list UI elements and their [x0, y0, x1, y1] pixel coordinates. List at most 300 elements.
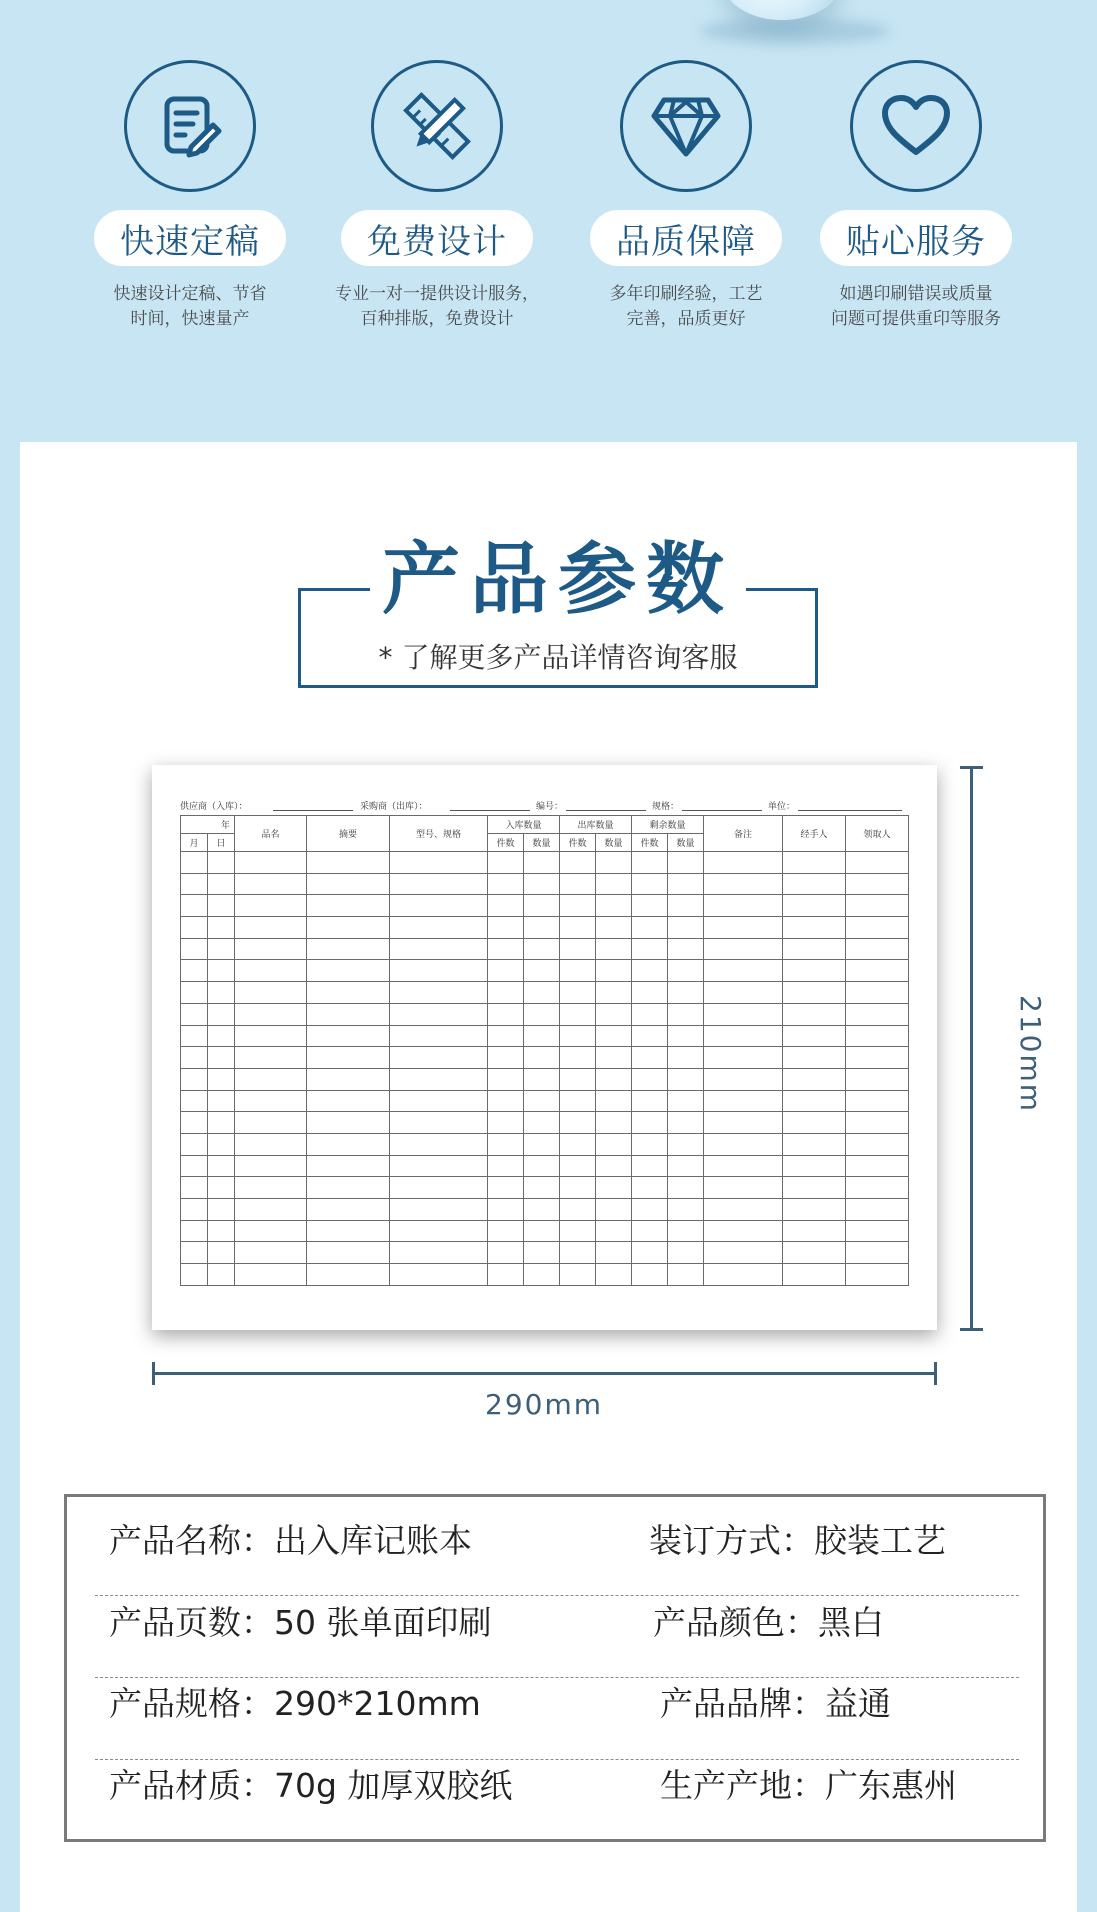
- ledger-row: [181, 1112, 909, 1134]
- ledger-cell: [390, 982, 488, 1004]
- ledger-row: [181, 895, 909, 917]
- ledger-cell: [208, 1025, 235, 1047]
- ledger-cell: [208, 1199, 235, 1221]
- ledger-cell: [560, 895, 596, 917]
- ledger-cell: [783, 1264, 846, 1286]
- ledger-cell: [846, 938, 909, 960]
- ledger-cell: [632, 1177, 668, 1199]
- ledger-cell: [181, 938, 208, 960]
- ledger-cell: [488, 1003, 524, 1025]
- ledger-cell: [596, 1133, 632, 1155]
- ledger-cell: [235, 1133, 307, 1155]
- ledger-cell: [668, 960, 704, 982]
- ledger-cell: [560, 852, 596, 874]
- col-quantity: 数量: [668, 834, 704, 852]
- ledger-row: [181, 852, 909, 874]
- col-in-qty: 入库数量: [488, 816, 560, 834]
- feature-free-design: [317, 60, 557, 332]
- ledger-cell: [235, 938, 307, 960]
- ledger-cell: [846, 1220, 909, 1242]
- ledger-cell: [390, 1025, 488, 1047]
- ledger-cell: [668, 895, 704, 917]
- ledger-cell: [524, 1264, 560, 1286]
- ledger-cell: [524, 1068, 560, 1090]
- ledger-cell: [390, 917, 488, 939]
- ledger-cell: [783, 1177, 846, 1199]
- header-field-supplier: 供应商（入库）：: [180, 802, 248, 812]
- ledger-cell: [488, 982, 524, 1004]
- ledger-cell: [596, 1003, 632, 1025]
- ledger-cell: [235, 1025, 307, 1047]
- ledger-cell: [632, 1264, 668, 1286]
- ledger-row: [181, 1264, 909, 1286]
- ledger-cell: [208, 852, 235, 874]
- ledger-cell: [783, 895, 846, 917]
- ledger-cell: [488, 895, 524, 917]
- ledger-cell: [181, 1025, 208, 1047]
- ledger-cell: [846, 873, 909, 895]
- ledger-cell: [235, 1047, 307, 1069]
- ledger-cell: [560, 1155, 596, 1177]
- ledger-cell: [596, 1220, 632, 1242]
- ledger-row: [181, 1090, 909, 1112]
- ledger-cell: [632, 1155, 668, 1177]
- ledger-table: [180, 815, 909, 1286]
- ledger-cell: [390, 1220, 488, 1242]
- ledger-cell: [524, 852, 560, 874]
- ledger-cell: [307, 1090, 390, 1112]
- ledger-cell: [488, 1199, 524, 1221]
- ledger-cell: [390, 938, 488, 960]
- ledger-cell: [596, 982, 632, 1004]
- spec-product-name: 产品名称：出入库记账本: [109, 1521, 472, 1560]
- ledger-cell: [783, 852, 846, 874]
- ledger-cell: [524, 938, 560, 960]
- ledger-cell: [560, 1220, 596, 1242]
- ledger-cell: [783, 960, 846, 982]
- feature-quality: [566, 60, 806, 332]
- ledger-cell: [704, 1264, 783, 1286]
- ledger-cell: [846, 1068, 909, 1090]
- ledger-row: [181, 960, 909, 982]
- ledger-cell: [560, 960, 596, 982]
- spec-table: [64, 1494, 1046, 1842]
- ledger-cell: [668, 1199, 704, 1221]
- ledger-cell: [846, 1025, 909, 1047]
- ledger-cell: [488, 1155, 524, 1177]
- height-dimension-line: [970, 768, 973, 1330]
- ledger-cell: [783, 1220, 846, 1242]
- ledger-cell: [596, 960, 632, 982]
- ledger-cell: [632, 895, 668, 917]
- ledger-row: [181, 873, 909, 895]
- col-receiver: 领取人: [846, 816, 909, 852]
- ledger-cell: [596, 852, 632, 874]
- ledger-cell: [846, 1264, 909, 1286]
- ledger-cell: [208, 1090, 235, 1112]
- ledger-cell: [524, 1047, 560, 1069]
- ledger-cell: [488, 960, 524, 982]
- ledger-cell: [704, 852, 783, 874]
- ledger-cell: [668, 1242, 704, 1264]
- ledger-cell: [783, 1199, 846, 1221]
- ledger-cell: [560, 917, 596, 939]
- col-handler: 经手人: [783, 816, 846, 852]
- ledger-cell: [181, 895, 208, 917]
- ledger-cell: [846, 1112, 909, 1134]
- spec-row: [95, 1660, 1019, 1740]
- ledger-cell: [235, 1177, 307, 1199]
- ledger-cell: [704, 917, 783, 939]
- ledger-cell: [390, 1047, 488, 1069]
- ledger-cell: [560, 1264, 596, 1286]
- ledger-cell: [596, 895, 632, 917]
- spec-binding: 装订方式：胶装工艺: [649, 1521, 946, 1560]
- ledger-row: [181, 982, 909, 1004]
- ledger-cell: [560, 1199, 596, 1221]
- ledger-cell: [390, 1199, 488, 1221]
- ledger-cell: [704, 938, 783, 960]
- feature-description: 专业一对一提供设计服务， 百种排版，免费设计: [335, 284, 539, 329]
- ledger-cell: [181, 1090, 208, 1112]
- ledger-cell: [524, 1133, 560, 1155]
- ledger-cell: [560, 1068, 596, 1090]
- ledger-cell: [524, 1003, 560, 1025]
- ledger-cell: [390, 1068, 488, 1090]
- ledger-cell: [596, 1199, 632, 1221]
- ledger-cell: [632, 982, 668, 1004]
- ledger-cell: [668, 917, 704, 939]
- col-summary: 摘要: [307, 816, 390, 852]
- ledger-row: [181, 1155, 909, 1177]
- ledger-cell: [208, 1112, 235, 1134]
- col-pieces: 件数: [488, 834, 524, 852]
- ledger-cell: [235, 895, 307, 917]
- ledger-cell: [560, 938, 596, 960]
- ledger-row: [181, 1003, 909, 1025]
- feature-quick-finalize: [70, 60, 310, 332]
- ledger-cell: [488, 1133, 524, 1155]
- ledger-cell: [846, 1242, 909, 1264]
- ledger-cell: [524, 1199, 560, 1221]
- ledger-cell: [524, 895, 560, 917]
- ledger-cell: [783, 873, 846, 895]
- spec-brand: 产品品牌：益通: [660, 1684, 891, 1723]
- spec-origin: 生产产地：广东惠州: [660, 1766, 957, 1805]
- ledger-cell: [846, 1155, 909, 1177]
- ledger-cell: [704, 1220, 783, 1242]
- ledger-cell: [524, 982, 560, 1004]
- ledger-cell: [783, 1155, 846, 1177]
- ledger-cell: [524, 1025, 560, 1047]
- col-day: 日: [208, 834, 235, 852]
- width-dimension-line: [152, 1372, 937, 1375]
- width-dimension-label: 290mm: [485, 1388, 603, 1421]
- ledger-cell: [632, 1199, 668, 1221]
- col-notes: 备注: [704, 816, 783, 852]
- ledger-cell: [560, 1177, 596, 1199]
- ledger-cell: [181, 1155, 208, 1177]
- ledger-cell: [632, 1003, 668, 1025]
- ledger-cell: [208, 1177, 235, 1199]
- ledger-cell: [524, 1112, 560, 1134]
- ledger-row: [181, 1220, 909, 1242]
- col-model-spec: 型号、规格: [390, 816, 488, 852]
- col-out-qty: 出库数量: [560, 816, 632, 834]
- ledger-cell: [208, 873, 235, 895]
- ledger-cell: [181, 982, 208, 1004]
- ledger-cell: [488, 1242, 524, 1264]
- ledger-cell: [704, 1112, 783, 1134]
- ledger-cell: [488, 1047, 524, 1069]
- ledger-cell: [846, 895, 909, 917]
- ledger-cell: [596, 1090, 632, 1112]
- ledger-cell: [307, 1112, 390, 1134]
- ledger-cell: [596, 1242, 632, 1264]
- ledger-cell: [668, 1133, 704, 1155]
- ledger-cell: [704, 1090, 783, 1112]
- spec-color: 产品颜色：黑白: [653, 1603, 884, 1642]
- ledger-cell: [560, 1047, 596, 1069]
- ledger-cell: [208, 982, 235, 1004]
- col-quantity: 数量: [596, 834, 632, 852]
- ledger-cell: [524, 1155, 560, 1177]
- ledger-cell: [668, 1025, 704, 1047]
- feature-description: 快速设计定稿、节省 时间，快速量产: [113, 284, 267, 329]
- ledger-cell: [668, 1155, 704, 1177]
- ledger-cell: [488, 1025, 524, 1047]
- ledger-cell: [632, 1090, 668, 1112]
- ledger-cell: [596, 1025, 632, 1047]
- ledger-cell: [704, 982, 783, 1004]
- ledger-cell: [208, 1242, 235, 1264]
- ledger-cell: [668, 1112, 704, 1134]
- feature-section: [0, 0, 1097, 420]
- ledger-cell: [846, 1090, 909, 1112]
- ledger-cell: [632, 873, 668, 895]
- ledger-row: [181, 1242, 909, 1264]
- ledger-cell: [524, 960, 560, 982]
- ledger-cell: [307, 1199, 390, 1221]
- ledger-cell: [390, 1112, 488, 1134]
- ledger-cell: [307, 960, 390, 982]
- ledger-cell: [235, 1220, 307, 1242]
- ledger-cell: [307, 938, 390, 960]
- ledger-cell: [181, 1199, 208, 1221]
- ledger-cell: [390, 960, 488, 982]
- ledger-cell: [524, 873, 560, 895]
- ledger-cell: [390, 1133, 488, 1155]
- diamond-icon: [620, 60, 752, 192]
- ledger-row: [181, 1199, 909, 1221]
- ledger-cell: [668, 1220, 704, 1242]
- ledger-cell: [307, 1133, 390, 1155]
- ledger-cell: [307, 1242, 390, 1264]
- col-remain-qty: 剩余数量: [632, 816, 704, 834]
- ledger-cell: [307, 1177, 390, 1199]
- ledger-cell: [390, 852, 488, 874]
- ledger-cell: [307, 873, 390, 895]
- ledger-cell: [596, 1177, 632, 1199]
- ledger-row: [181, 938, 909, 960]
- ledger-cell: [181, 1242, 208, 1264]
- ledger-cell: [235, 982, 307, 1004]
- width-dimension-cap: [934, 1362, 937, 1385]
- ledger-cell: [704, 1155, 783, 1177]
- ledger-row: [181, 1177, 909, 1199]
- ledger-row: [181, 917, 909, 939]
- ledger-cell: [181, 1177, 208, 1199]
- ledger-cell: [846, 1199, 909, 1221]
- ledger-cell: [390, 1264, 488, 1286]
- ledger-cell: [235, 1090, 307, 1112]
- ledger-rows: [181, 852, 909, 1286]
- ledger-cell: [181, 873, 208, 895]
- ledger-cell: [181, 1047, 208, 1069]
- ledger-cell: [488, 1220, 524, 1242]
- ledger-cell: [488, 852, 524, 874]
- ledger-cell: [846, 960, 909, 982]
- ledger-cell: [235, 1264, 307, 1286]
- ledger-cell: [307, 1155, 390, 1177]
- ledger-cell: [235, 1242, 307, 1264]
- feature-title: 品质保障: [590, 210, 782, 266]
- ledger-cell: [524, 917, 560, 939]
- ledger-cell: [390, 1242, 488, 1264]
- ledger-cell: [704, 1242, 783, 1264]
- ledger-cell: [307, 1047, 390, 1069]
- ledger-cell: [524, 1220, 560, 1242]
- ledger-cell: [181, 1264, 208, 1286]
- ledger-cell: [488, 1068, 524, 1090]
- ledger-cell: [307, 1025, 390, 1047]
- ledger-cell: [181, 1112, 208, 1134]
- ledger-cell: [668, 1177, 704, 1199]
- ledger-cell: [668, 1264, 704, 1286]
- ledger-cell: [235, 1155, 307, 1177]
- ledger-cell: [596, 1112, 632, 1134]
- ledger-cell: [181, 1003, 208, 1025]
- ledger-cell: [488, 1177, 524, 1199]
- ledger-cell: [704, 873, 783, 895]
- ledger-cell: [668, 1047, 704, 1069]
- ledger-cell: [596, 917, 632, 939]
- pencil-ruler-icon: [371, 60, 503, 192]
- ledger-cell: [704, 1133, 783, 1155]
- ledger-cell: [632, 960, 668, 982]
- ledger-cell: [560, 1242, 596, 1264]
- ledger-cell: [596, 873, 632, 895]
- ledger-cell: [783, 1112, 846, 1134]
- ledger-cell: [235, 1112, 307, 1134]
- ledger-row: [181, 1025, 909, 1047]
- ledger-cell: [560, 982, 596, 1004]
- ledger-cell: [560, 1133, 596, 1155]
- ledger-cell: [632, 917, 668, 939]
- ledger-cell: [668, 1003, 704, 1025]
- ledger-cell: [208, 1047, 235, 1069]
- ledger-cell: [181, 1068, 208, 1090]
- ledger-cell: [488, 873, 524, 895]
- ledger-sheet-preview: [152, 765, 937, 1330]
- ledger-cell: [560, 1003, 596, 1025]
- ledger-cell: [668, 938, 704, 960]
- ledger-cell: [783, 1133, 846, 1155]
- ledger-cell: [390, 1003, 488, 1025]
- ledger-cell: [307, 852, 390, 874]
- ledger-cell: [596, 1047, 632, 1069]
- col-year: 年: [181, 816, 235, 834]
- ledger-cell: [632, 1025, 668, 1047]
- ledger-cell: [390, 873, 488, 895]
- spec-size: 产品规格：290*210mm: [109, 1684, 481, 1723]
- ledger-row: [181, 1068, 909, 1090]
- ledger-cell: [704, 1003, 783, 1025]
- ledger-cell: [488, 917, 524, 939]
- height-dimension-cap: [960, 1328, 983, 1331]
- ledger-cell: [488, 1090, 524, 1112]
- ledger-cell: [846, 917, 909, 939]
- ledger-cell: [307, 1220, 390, 1242]
- ledger-cell: [208, 1133, 235, 1155]
- feature-title: 免费设计: [341, 210, 533, 266]
- ledger-cell: [783, 1090, 846, 1112]
- ledger-cell: [208, 1068, 235, 1090]
- feature-service: [796, 60, 1036, 332]
- ledger-cell: [307, 1068, 390, 1090]
- ledger-cell: [208, 917, 235, 939]
- ledger-cell: [390, 1090, 488, 1112]
- ledger-cell: [783, 1242, 846, 1264]
- ledger-cell: [632, 1112, 668, 1134]
- ledger-cell: [560, 1112, 596, 1134]
- ledger-cell: [783, 982, 846, 1004]
- ledger-cell: [524, 1242, 560, 1264]
- ledger-cell: [704, 1025, 783, 1047]
- ledger-cell: [632, 938, 668, 960]
- col-pieces: 件数: [560, 834, 596, 852]
- ledger-cell: [524, 1177, 560, 1199]
- feature-description: 多年印刷经验，工艺 完善，品质更好: [609, 284, 763, 329]
- ledger-cell: [846, 1003, 909, 1025]
- ledger-cell: [235, 1068, 307, 1090]
- ledger-cell: [488, 1264, 524, 1286]
- ledger-cell: [488, 1112, 524, 1134]
- spec-row: [95, 1742, 1019, 1822]
- edit-document-icon: [124, 60, 256, 192]
- ledger-cell: [668, 1068, 704, 1090]
- ledger-cell: [596, 1155, 632, 1177]
- header-field-number: 编号：: [536, 802, 564, 812]
- ledger-cell: [632, 1242, 668, 1264]
- section-title: 产品参数: [381, 535, 734, 625]
- ledger-cell: [181, 960, 208, 982]
- ledger-cell: [704, 1068, 783, 1090]
- ledger-cell: [524, 1090, 560, 1112]
- ledger-cell: [783, 1068, 846, 1090]
- spec-row: [95, 1497, 1019, 1577]
- spec-row: [95, 1579, 1019, 1659]
- ledger-cell: [846, 1133, 909, 1155]
- header-field-spec: 规格：: [652, 802, 680, 812]
- ledger-cell: [560, 1090, 596, 1112]
- ledger-cell: [208, 960, 235, 982]
- ledger-cell: [632, 1068, 668, 1090]
- height-dimension-label: 210mm: [1014, 995, 1047, 1113]
- ledger-cell: [846, 982, 909, 1004]
- ledger-cell: [704, 895, 783, 917]
- ledger-cell: [208, 1264, 235, 1286]
